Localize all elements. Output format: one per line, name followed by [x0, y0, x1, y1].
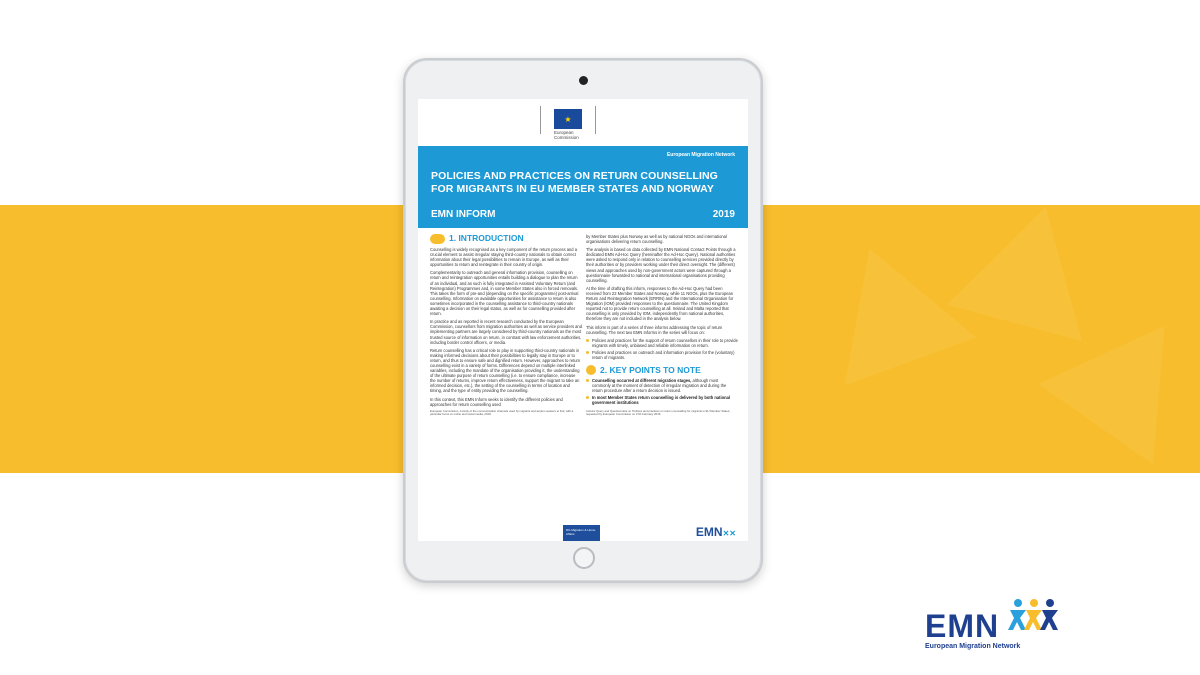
left-column: [430, 234, 582, 420]
section-badge-icon: [430, 234, 445, 244]
bullet-icon: [586, 339, 589, 342]
emn-small-text: EMN: [695, 525, 723, 539]
paragraph: Complementarity to outreach and general information provision, counselling on return and reintegration opportunities entails building a dialogue to plan the return of an individual, and as such is fully integrated in Assisted Voluntary Return (and Reintegration) Programmes and, in some Member States also in forced removals. This takes the form of pre-and (depending on the specific programme) post-arrival counselling. Information on available opportunities for assistance to return is also sometimes incorporated in the counselling assistance to third-country nationals awaiting a decision on their legal status, as well as for counselling provided after return.: [430, 270, 579, 317]
document-title: [431, 170, 741, 196]
emn-logo-subtitle: European Migration Network: [925, 643, 1021, 650]
bullet-text: Policies and practices for the support of return counsellors in their role to provide migrants with timely, unbiased and reliable information on return.: [592, 337, 738, 348]
paragraph: In practice and as reported in recent research conducted by the European Commission, counsellors from migration authorities as well as service providers and implementing partners are largely considered by third-country nationals as the most trusted source of information on return, in contrast with law enforcement authorities, including border control officers, or media.: [430, 319, 582, 345]
european-commission-logo: [540, 106, 596, 146]
title-line-2: FOR MIGRANTS IN EU MEMBER STATES AND NORWAY: [431, 183, 714, 195]
paragraph: The analysis is based on data collected by EMN National Contact Points through a dedicated EMN Ad-Hoc Query (hereinafter the Ad-Hoc Query). National authorities were asked to respond only in relation to counselling services provided directly by their authorities or by providers working under their direct oversight. The (different) views and approaches used by non-government actors were captured through a questionnaire forwarded to national and international organisations providing counselling.: [586, 247, 736, 283]
people-icon: ✕✕: [722, 529, 736, 538]
tablet-frame: [403, 58, 763, 583]
section-2-title: 2. KEY POINTS TO NOTE: [600, 364, 701, 375]
bullet-icon: [586, 396, 589, 399]
list-item: [586, 350, 738, 360]
section-1-title: 1. INTRODUCTION: [449, 233, 524, 244]
people-icon: [1008, 598, 1060, 634]
document-preview: [418, 99, 748, 541]
lightbulb-icon: [586, 365, 596, 375]
paragraph: by Member States plus Norway as well as by national NGOs and international organisations delivering return counselling.: [586, 234, 727, 245]
document-footer: [418, 524, 748, 541]
bullet-text: Policies and practices on outreach and information provision for the (voluntary) return of migrants.: [592, 349, 735, 360]
list-item: [586, 395, 738, 405]
dg-home-badge: DG Migration & Home Affairs: [563, 525, 600, 541]
camera-icon: [579, 76, 588, 85]
section-header: [430, 234, 582, 244]
section-header: [586, 365, 738, 375]
ec-label: European Commission: [554, 130, 579, 140]
bold-text: In most Member States return counselling is delivered by both national government institutions: [592, 395, 731, 406]
paragraph: At the time of drafting this inform, responses to the Ad-Hoc Query had been received from 22 Member States and Norway, while 11 NGOs, plus the European Return and Reintegration Network (ERRIN) and the International Organisation for Migration (IOM) provided responses to the questionnaire. The United Kingdom reported not to provide return counselling at all. Ireland and Malta reported that counselling is only provided by IOM, independently from national authorities, therefore they are not included in the analysis below.: [586, 285, 734, 322]
document-header: [418, 146, 748, 228]
list-item: [586, 338, 738, 348]
series-label: EMN INFORM: [431, 209, 496, 220]
title-line-1: POLICIES AND PRACTICES ON RETURN COUNSELLING: [431, 170, 718, 182]
emn-small-logo: [696, 525, 736, 539]
right-column: [586, 234, 738, 419]
home-button: [573, 547, 595, 569]
document-body: [418, 228, 748, 541]
bullet-text: [592, 378, 738, 393]
emn-logo: [925, 598, 1075, 658]
paragraph: This inform is part of a series of three informs addressing the topic of return counselling. The next two EMN Informs in the series will focus on:: [586, 324, 723, 335]
bullet-icon: [586, 351, 589, 354]
paragraph: Counselling is widely recognised as a key component of the return process and a crucial element to assist irregular staying third-country nationals to obtain correct information about their legal possibilities to remain in Europe, as well as their opportunities to return and reintegrate in their country of origin.: [430, 247, 578, 268]
text: although most commonly at the moment of detection of irregular migration and during the return procedure after a return decision is issued.: [592, 378, 727, 394]
bullet-icon: [586, 379, 589, 382]
paragraph: Return counselling has a critical role to play in supporting third-country nationals in making informed decisions about their possibilities to legally stay in Europe or to return, and thus to ensure safe and dignified return. However, approaches to return counselling exist in a variety of forms. Differences depend on multiple interlinked variables, including the mandate of the organisation providing it, the understanding of the ultimate purpose of return counselling (i.e. to ensure compliance, increase the number of returns, improve return effectiveness, support the migrant to take an informed decision, etc.), the setting of the counselling in terms of location and timing, and the type of entity providing the counselling.: [430, 347, 581, 394]
year-label: 2019: [712, 209, 735, 220]
eu-flag-icon: ★: [554, 109, 582, 129]
document-top: [418, 99, 748, 146]
network-label: European Migration Network: [666, 152, 735, 158]
footnote: European Commission, A study of the communication channels used by migrants and asylum seekers to find, with a particular focus on online and social media, 2018.: [430, 408, 574, 417]
emn-logo-text: EMN: [925, 608, 1000, 644]
footnote: Ad-Hoc Query and Questionnaire on 'Policies and practices on return counselling for migrants in EU Member States', requested by European Commission on 27th February 2019.: [586, 408, 731, 416]
paragraph: In this context, this EMN Inform seeks to identify the different policies and approaches for return counselling used: [430, 396, 563, 407]
list-item: [586, 378, 738, 393]
bold-text: Counselling occurred at different migration stages,: [592, 378, 692, 384]
